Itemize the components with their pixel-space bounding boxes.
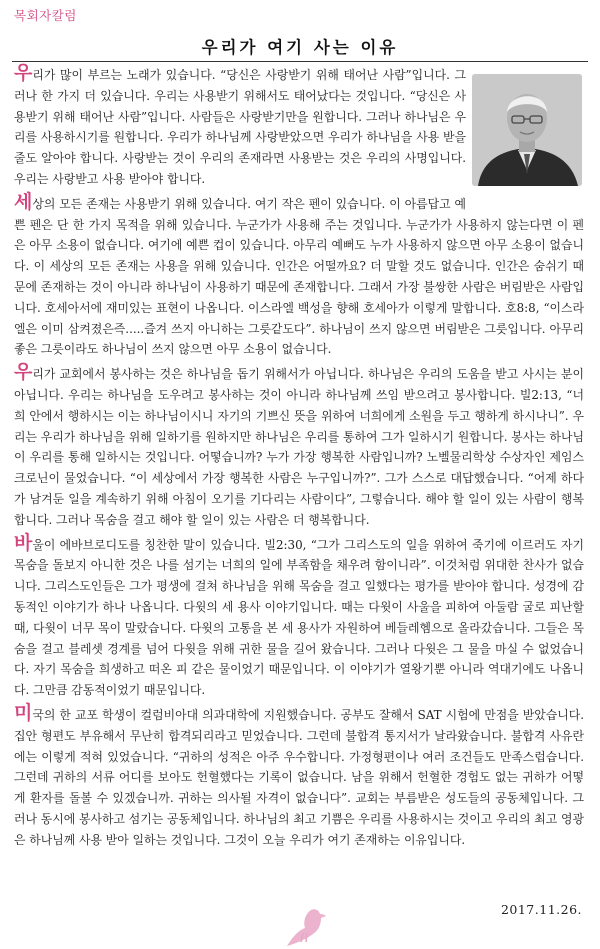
paragraph-text: 리가 교회에서 봉사하는 것은 하나님을 돕기 위해서가 아닙니다. 하나님은 우리의 도움을 받고 사시는 분이 아닙니다. 우리는 하나님을 도우려고 봉사하는 것이 아니라 하나님께 쓰임 받으려고 봉사합니다. 빌2:13, “너희 안에서 행하시는 이는 하나님이시니 자기의 기쁘신 뜻을 위하여 너희에게 소원을 두고 행하게 하시나니”. 우리는 우리가 하나님을 위해 일하기를 원하지만 하나님은 우리를 통하여 그가 일하시기 원합니다. 봉사는 하나님이 우리를 통해 일하시는 것입니다. 어떻습니까? 누가 가장 행복한 사람입니까? 노벨물리학상 수상자인 제임스 크로닌이 물었습니다. “이 세상에서 가장 행복한 사람은 누구입니까?”. 그가 스스로 대답했습니다. “어제 하다가 남겨둔 일을 계속하기 위해 아침이 오기를 기다리는 사람이다”, 그렇습니다. 해야 할 일이 있는 사람이 행복합니다. 그러나 목숨을 걸고 해야 할 일이 있는 사람은 더 행복합니다. [14, 367, 584, 527]
float-spacer [466, 64, 584, 194]
paragraph-text: 상의 모든 존재는 사용받기 위해 있습니다. 여기 작은 펜이 있습니다. 이 아름답고 예쁜 펜은 단 한 가지 목적을 위해 있습니다. 누군가가 사용해 주는 것입니다. 누군가가 사용하지 않는다면 이 펜은 아무 소용이 없습니다. 여기에 예쁜 컵이 있습니다. 아무리 예뻐도 누가 사용하지 않으면 아무 소용이 없습니다. 이 세상의 모든 존재는 사용을 위해 있습니다. 인간은 어떨까요? 더 말할 것도 없습니다. 인간은 숨쉬기 때문에 존재하는 것이 아니라 하나님이 사용하기 때문에 존재합니다. 그래서 가장 불쌍한 사람은 버림받은 사람입니다. 호세아서에 재미있는 표현이 나옵니다. 이스라엘 백성을 향해 호세아가 이렇게 말합니다. 호8:8, “이스라엘은 이미 삼켜졌은즉.....즐겨 쓰지 아니하는 그릇같도다”. 하나님이 쓰지 않으면 버림받은 그릇입니다. 아무리 좋은 그릇이라도 하나님이 쓰지 않으면 아무 소용이 없습니다. [14, 196, 584, 357]
bird-silhouette-icon [283, 906, 327, 949]
dropcap: 바 [14, 531, 33, 554]
paragraph-5 [14, 701, 584, 851]
paragraph-1 [14, 64, 584, 190]
paragraph-text: 울이 에바브로디도를 칭찬한 말이 있습니다. 빌2:30, “그가 그리스도의 일을 위하여 죽기에 이르러도 자기 목숨을 돌보지 아니한 것은 나를 섬기는 너희의 일에 부족함을 채우려 함이니라”. 이것처럼 위대한 찬사가 없습니다. 그리스도인들은 그가 평생에 걸쳐 하나님을 위해 목숨을 걸고 일했다는 평가를 받아야 합니다. 성경에 감동적인 이야기가 하나 나옵니다. 다윗의 세 용사 이야기입니다. 때는 다윗이 사울을 피하여 아둘람 굴로 피난할 때, 다윗이 너무 목이 말랐습니다. 다윗의 고통을 본 세 용사가 자원하여 베들레헴으로 올라갔습니다. 그들은 목숨을 걸고 블레셋 경계를 넘어 다윗을 위해 귀한 물을 길어 왔습니다. 그러나 다윗은 그 물을 마실 수 없었습니다. 자기 목숨을 희생하고 떠온 피 같은 물이었기 때문입니다. 이 이야기가 열왕기뿐 아니라 역대기에도 나옵니다. 그만큼 감동적이었기 때문입니다. [14, 537, 584, 698]
dropcap: 세 [14, 190, 33, 213]
paragraph-3 [14, 363, 584, 530]
dropcap: 우 [14, 62, 33, 84]
dropcap: 우 [14, 361, 33, 384]
title-rule [12, 61, 588, 62]
paragraph-text: 리가 많이 부르는 노래가 있습니다. “당신은 사랑받기 위해 태어난 사람”입니다. 그러나 한 가지 더 있습니다. 우리는 사용받기 위해서도 태어났다는 것입니다. “당신은 사용받기 위해 태어난 사람”입니다. 사람들은 사랑받기만을 원합니다. 그러나 하나님은 우리를 사용하시기를 원합니다. 우리가 하나님께 사랑받았으면 우리가 하나님을 사용 받을 줄도 알아야 합니다. 사랑받는 것이 우리의 존재라면 사용받는 것은 우리의 사명입니다. 우리는 사랑받고 사용 받아야 합니다. [14, 68, 466, 186]
page-title: 우리가 여기 사는 이유 [201, 38, 399, 57]
dropcap: 미 [14, 701, 33, 724]
paragraph-4 [14, 531, 584, 701]
column-body [14, 64, 584, 853]
date-stamp: 2017.11.26. [500, 902, 582, 917]
paragraph-text: 국의 한 교포 학생이 컬럼비아대 의과대학에 지원했습니다. 공부도 잘해서 SAT 시험에 만점을 받았습니다. 집안 형편도 부유해서 무난히 합격되리라고 믿었습니다. 그런데 불합격 통지서가 날라왔습니다. 불합격 사유란에는 이렇게 적혀 있었습니다. “귀하의 성적은 아주 우수합니다. 가정형편이나 여러 조건들도 만족스럽습니다. 그런데 귀하의 서류 어디를 보아도 헌혈했다는 기록이 없습니다. 남을 위해서 헌혈한 경험도 없는 귀하가 어떻게 환자를 돌볼 수 있겠습니까. 귀하는 의사될 자격이 없습니다”. 교회는 부름받은 성도들의 공동체입니다. 그러나 동시에 봉사하고 섬기는 공동체입니다. 하나님의 최고 기쁨은 우리를 사용하시는 것이고 우리의 최고 영광은 하나님께 사용 받아 일하는 것입니다. 그것이 오늘 우리가 여기 존재하는 이유입니다. [14, 707, 584, 847]
column-category: 목회자칼럼 [14, 8, 77, 23]
paragraph-2 [14, 190, 584, 360]
